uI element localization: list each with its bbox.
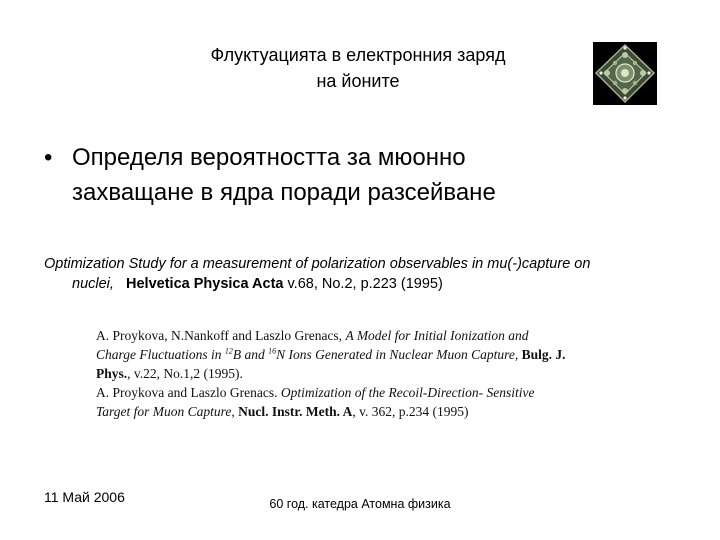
scanned-citations [96, 326, 566, 421]
bullet-line-1: Определя вероятността за мюонно [72, 144, 466, 171]
bullet-text [72, 140, 672, 210]
citation-1-authors: A. Proykova, N.Nankoff and Laszlo Grenacs, [96, 328, 343, 343]
reference-title-line-2: nuclei, [72, 276, 114, 292]
reference-details: v.68, No.2, p.223 (1995) [287, 276, 443, 292]
citation-1-title-part-3: N Ions Generated in Nuclear Muon Capture, [276, 347, 519, 362]
bullet-marker: • [44, 144, 53, 171]
brooch-graphic [593, 42, 657, 105]
citation-1-sup-2: 16 [268, 346, 277, 356]
bullet-line-2: захващане в ядра поради разсейване [72, 179, 496, 206]
citation-1 [96, 326, 566, 383]
reference-line-2 [44, 274, 684, 294]
ornamental-brooch-icon [593, 42, 657, 105]
citation-2-details: , v. 362, p.234 (1995) [352, 404, 469, 419]
citation-2-title: Optimization of the Recoil-Direction- Sensitive Target for Muon Capture, [96, 385, 535, 419]
footer-date: 11 Май 2006 [44, 489, 125, 505]
citation-1-title-part-1: A Model for Initial Ionization and Charge Fluctuations in [96, 328, 529, 362]
citation-2 [96, 383, 566, 421]
citation-2-journal: Nucl. Instr. Meth. A [238, 404, 353, 419]
reference-citation [44, 254, 684, 294]
reference-title-line-1: Optimization Study for a measurement of polarization observables in mu(-)capture on [44, 256, 591, 272]
citation-2-authors: A. Proykova and Laszlo Grenacs. [96, 385, 278, 400]
title-line-1: Флуктуацията в електронния заряд [210, 45, 506, 65]
reference-journal: Helvetica Physica Acta [126, 276, 284, 292]
citation-1-journal: Bulg. J. Phys. [96, 347, 566, 381]
footer-caption: 60 год. катедра Атомна физика [269, 497, 451, 511]
title-line-2: на йоните [316, 71, 400, 91]
citation-1-title-part-2: B and [232, 347, 265, 362]
slide-title [140, 42, 576, 94]
citation-1-sup-1: 12 [224, 346, 233, 356]
citation-1-details: , v.22, No.1,2 (1995). [127, 366, 243, 381]
